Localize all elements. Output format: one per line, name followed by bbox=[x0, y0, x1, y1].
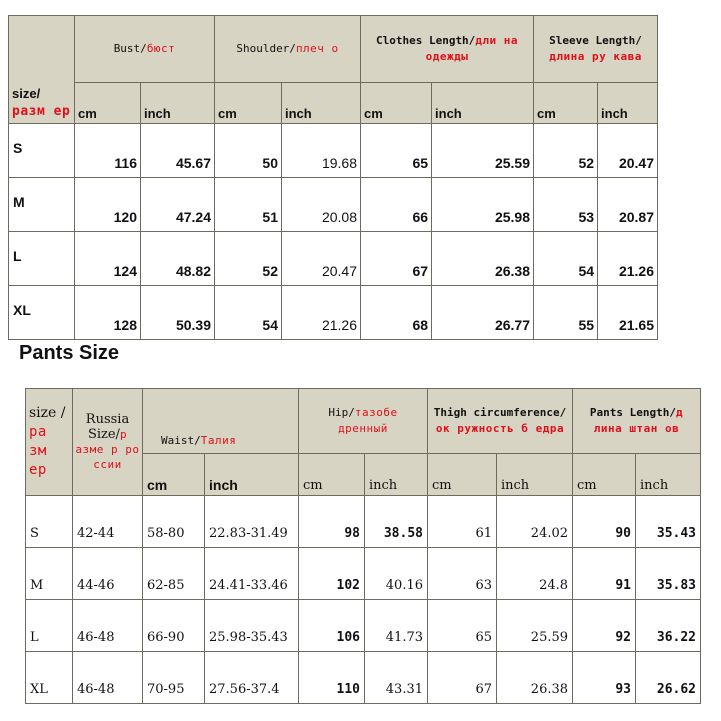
hip-cm-unit: cm bbox=[299, 454, 365, 496]
length-cm-cell: 90 bbox=[573, 496, 636, 548]
bust-cm-cell: 116 bbox=[75, 124, 141, 178]
russia-size-cell: 46-48 bbox=[73, 652, 143, 704]
hip-inch-cell: 38.58 bbox=[365, 496, 428, 548]
table-row bbox=[9, 286, 658, 340]
length-inch-cell: 26.77 bbox=[432, 286, 534, 340]
length-inch-unit: inch bbox=[636, 454, 701, 496]
length-inch-cell: 25.59 bbox=[432, 124, 534, 178]
bust-inch-cell: 50.39 bbox=[141, 286, 215, 340]
waist-cm-cell: 62-85 bbox=[143, 548, 205, 600]
length-cm-cell: 92 bbox=[573, 600, 636, 652]
shoulder-cm-unit: cm bbox=[215, 83, 282, 124]
length-inch-cell: 35.43 bbox=[636, 496, 701, 548]
shoulder-cm-cell: 52 bbox=[215, 232, 282, 286]
thigh-inch-cell: 24.8 bbox=[497, 548, 573, 600]
hip-header: Hip/тазобе дренный bbox=[299, 389, 428, 454]
shoulder-inch-cell: 20.47 bbox=[282, 232, 361, 286]
sleeve-cm-unit: cm bbox=[534, 83, 598, 124]
length-inch-cell: 36.22 bbox=[636, 600, 701, 652]
hip-cm-cell: 110 bbox=[299, 652, 365, 704]
shoulder-cm-cell: 50 bbox=[215, 124, 282, 178]
bust-cm-cell: 124 bbox=[75, 232, 141, 286]
length-cm-unit: cm bbox=[361, 83, 432, 124]
russia-size-cell: 42-44 bbox=[73, 496, 143, 548]
sleeve-inch-cell: 20.87 bbox=[598, 178, 658, 232]
thigh-inch-cell: 25.59 bbox=[497, 600, 573, 652]
bust-inch-cell: 48.82 bbox=[141, 232, 215, 286]
waist-header: Waist/Талия bbox=[143, 389, 299, 454]
russia-size-header: Russia Size/р азме р ро ссии bbox=[73, 389, 143, 496]
sleeve-cm-cell: 55 bbox=[534, 286, 598, 340]
length-cm-cell: 66 bbox=[361, 178, 432, 232]
russia-size-cell: 46-48 bbox=[73, 600, 143, 652]
length-inch-cell: 25.98 bbox=[432, 178, 534, 232]
waist-cm-unit: cm bbox=[143, 454, 205, 496]
thigh-inch-cell: 26.38 bbox=[497, 652, 573, 704]
size-cell: M bbox=[26, 548, 73, 600]
length-inch-cell: 26.62 bbox=[636, 652, 701, 704]
thigh-cm-cell: 65 bbox=[428, 600, 497, 652]
thigh-inch-unit: inch bbox=[497, 454, 573, 496]
length-inch-cell: 26.38 bbox=[432, 232, 534, 286]
size-cell: L bbox=[9, 232, 75, 286]
length-cm-unit: cm bbox=[573, 454, 636, 496]
size-header: size/разм ер bbox=[9, 16, 75, 124]
pants-size-table bbox=[25, 388, 701, 704]
bust-cm-cell: 128 bbox=[75, 286, 141, 340]
table-row bbox=[26, 548, 701, 600]
tops-size-table bbox=[8, 15, 658, 340]
sleeve-cm-cell: 52 bbox=[534, 124, 598, 178]
hip-inch-cell: 43.31 bbox=[365, 652, 428, 704]
size-cell: L bbox=[26, 600, 73, 652]
thigh-inch-cell: 24.02 bbox=[497, 496, 573, 548]
size-cell: XL bbox=[26, 652, 73, 704]
size-cell: S bbox=[9, 124, 75, 178]
hip-inch-cell: 41.73 bbox=[365, 600, 428, 652]
length-cm-cell: 91 bbox=[573, 548, 636, 600]
thigh-cm-cell: 61 bbox=[428, 496, 497, 548]
pants-size-title: Pants Size bbox=[19, 342, 120, 364]
length-inch-unit: inch bbox=[432, 83, 534, 124]
sleeve-inch-cell: 21.65 bbox=[598, 286, 658, 340]
sleeve-length-header: Sleeve Length/длина ру кава bbox=[534, 16, 658, 83]
size-cell: S bbox=[26, 496, 73, 548]
waist-cm-cell: 58-80 bbox=[143, 496, 205, 548]
length-cm-cell: 93 bbox=[573, 652, 636, 704]
length-inch-cell: 35.83 bbox=[636, 548, 701, 600]
waist-cm-cell: 66-90 bbox=[143, 600, 205, 652]
thigh-header: Thigh circumference/ок ружность б едра bbox=[428, 389, 573, 454]
waist-inch-cell: 27.56-37.4 bbox=[205, 652, 299, 704]
bust-inch-cell: 47.24 bbox=[141, 178, 215, 232]
sleeve-inch-unit: inch bbox=[598, 83, 658, 124]
table-row bbox=[26, 600, 701, 652]
bust-cm-unit: cm bbox=[75, 83, 141, 124]
waist-inch-cell: 22.83-31.49 bbox=[205, 496, 299, 548]
shoulder-inch-cell: 19.68 bbox=[282, 124, 361, 178]
hip-cm-cell: 102 bbox=[299, 548, 365, 600]
table-row bbox=[26, 652, 701, 704]
hip-inch-cell: 40.16 bbox=[365, 548, 428, 600]
hip-inch-unit: inch bbox=[365, 454, 428, 496]
length-cm-cell: 67 bbox=[361, 232, 432, 286]
size-cell: M bbox=[9, 178, 75, 232]
bust-inch-unit: inch bbox=[141, 83, 215, 124]
table-row bbox=[26, 496, 701, 548]
pants-length-header: Pants Length/д лина штан ов bbox=[573, 389, 701, 454]
hip-cm-cell: 98 bbox=[299, 496, 365, 548]
hip-cm-cell: 106 bbox=[299, 600, 365, 652]
shoulder-inch-unit: inch bbox=[282, 83, 361, 124]
thigh-cm-cell: 67 bbox=[428, 652, 497, 704]
table-row bbox=[9, 124, 658, 178]
sleeve-inch-cell: 20.47 bbox=[598, 124, 658, 178]
table-row bbox=[9, 232, 658, 286]
sleeve-inch-cell: 21.26 bbox=[598, 232, 658, 286]
bust-inch-cell: 45.67 bbox=[141, 124, 215, 178]
shoulder-header: Shoulder/плеч о bbox=[215, 16, 361, 83]
length-cm-cell: 68 bbox=[361, 286, 432, 340]
bust-cm-cell: 120 bbox=[75, 178, 141, 232]
shoulder-inch-cell: 20.08 bbox=[282, 178, 361, 232]
waist-cm-cell: 70-95 bbox=[143, 652, 205, 704]
shoulder-cm-cell: 54 bbox=[215, 286, 282, 340]
thigh-cm-cell: 63 bbox=[428, 548, 497, 600]
russia-size-cell: 44-46 bbox=[73, 548, 143, 600]
shoulder-inch-cell: 21.26 bbox=[282, 286, 361, 340]
size-cell: XL bbox=[9, 286, 75, 340]
sleeve-cm-cell: 53 bbox=[534, 178, 598, 232]
pants-size-header: size /ра зм ер bbox=[26, 389, 73, 496]
waist-inch-cell: 25.98-35.43 bbox=[205, 600, 299, 652]
thigh-cm-unit: cm bbox=[428, 454, 497, 496]
clothes-length-header: Clothes Length/дли на одежды bbox=[361, 16, 534, 83]
waist-inch-cell: 24.41-33.46 bbox=[205, 548, 299, 600]
bust-header: Bust/бюст bbox=[75, 16, 215, 83]
sleeve-cm-cell: 54 bbox=[534, 232, 598, 286]
shoulder-cm-cell: 51 bbox=[215, 178, 282, 232]
waist-inch-unit: inch bbox=[205, 454, 299, 496]
length-cm-cell: 65 bbox=[361, 124, 432, 178]
table-row bbox=[9, 178, 658, 232]
